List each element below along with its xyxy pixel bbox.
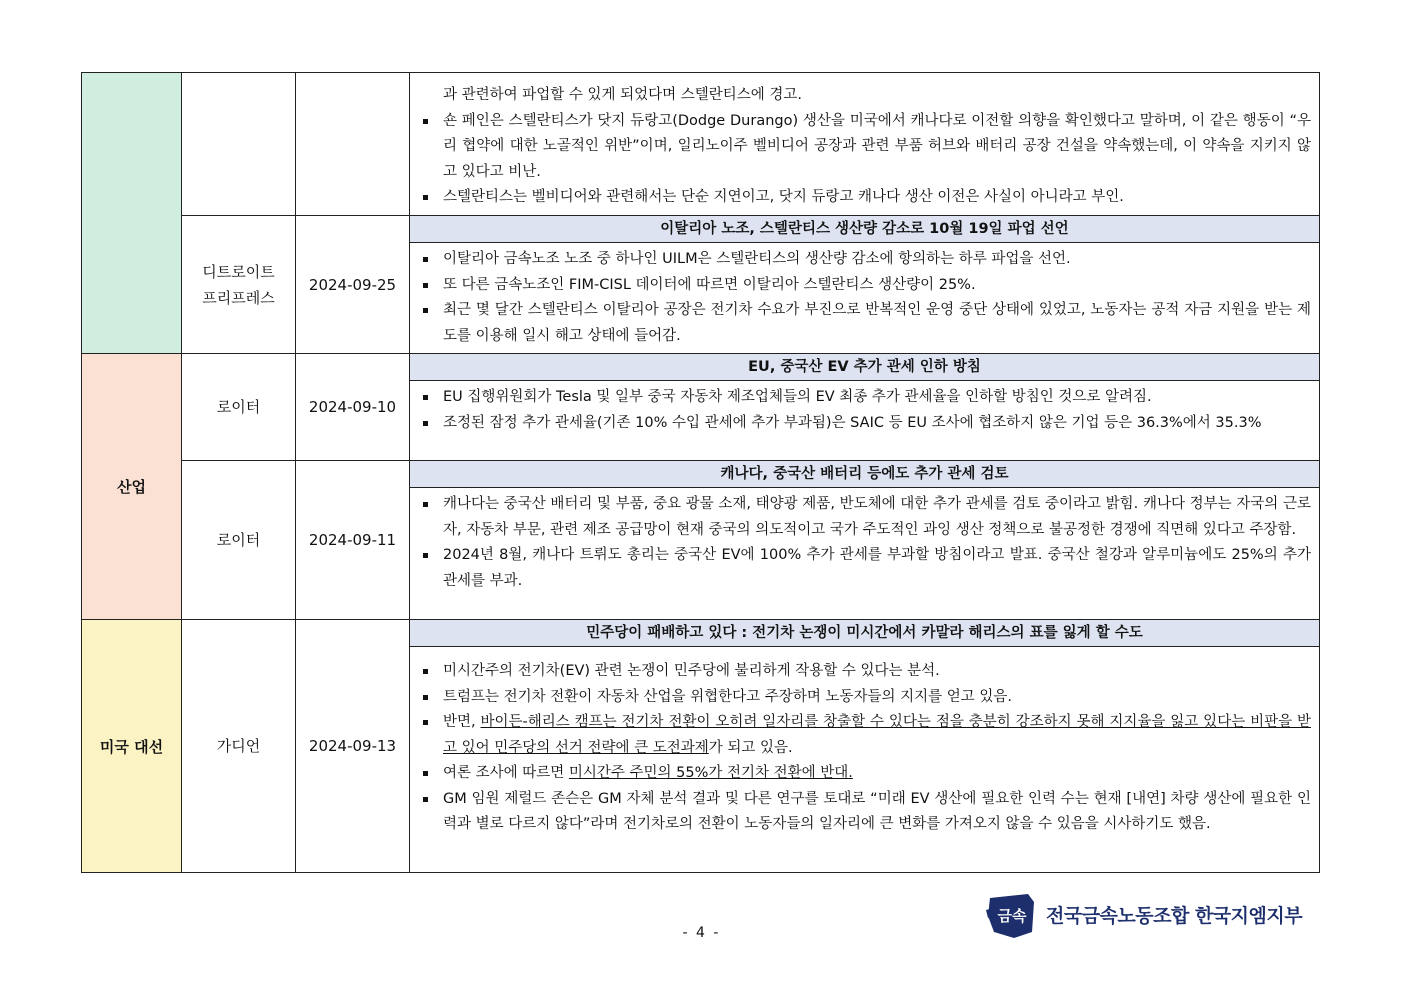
date-cell (296, 461, 410, 620)
date-value: 2024-09-25 (308, 275, 397, 294)
underlined-text: 미시간주 주민의 55%가 전기차 전환에 반대. (568, 765, 853, 781)
date-value: 2024-09-13 (308, 737, 397, 755)
source-name: 가디언 (216, 737, 261, 755)
source-name: 로이터 (216, 398, 261, 416)
category-cell (82, 73, 182, 354)
page-number: - 4 - (682, 925, 721, 941)
list-item: 트럼프는 전기차 전환이 자동차 산업을 위협한다고 주장하며 노동자들의 지지를 얻고 있음. (422, 685, 1311, 711)
list-item: 과 관련하여 파업할 수 있게 되었다며 스텔란티스에 경고. (443, 87, 803, 104)
source-cell (182, 620, 296, 873)
list-item: 또 다른 금속노조인 FIM-CISL 데이터에 따르면 이탈리아 스텔란티스 생산량이 25%. (422, 273, 1311, 299)
underlined-text: 바이든-해리스 캠프는 전기차 전환이 오히려 일자리를 창출할 수 있다는 점을 충분히 강조하지 못해 지지율을 잃고 있다는 비판을 받고 있어 민주당의 선거 전략에 큰 도전과제 (443, 714, 1311, 756)
list-item: 캐나다는 중국산 배터리 및 부품, 중요 광물 소재, 태양광 제품, 반도체에 대한 추가 관세를 검토 중이라고 밝힘. 캐나다 정부는 자국의 근로자, 자동차 부문, 관련 제조 공급망이 현재 중국의 의도적이고 국가 주도적인 과잉 생산 정책으로 불공정한 경쟁에 직면해 있다고 주장함. (422, 492, 1311, 543)
source-cell (182, 461, 296, 620)
table-row (82, 73, 1320, 216)
logo-mark-text: 금속 (997, 907, 1027, 925)
table-row (82, 216, 1320, 354)
headline: 캐나다, 중국산 배터리 등에도 추가 관세 검토 (410, 461, 1319, 488)
content-cell (410, 354, 1320, 461)
table-row (82, 620, 1320, 873)
date-cell (296, 73, 410, 216)
date-value: 2024-09-10 (308, 398, 397, 416)
union-emblem-icon (984, 888, 1040, 940)
source-cell (182, 354, 296, 461)
list-item: 조정된 잠정 추가 관세율(기존 10% 수입 관세에 추가 부과됨)은 SAIC 등 EU 조사에 협조하지 않은 기업 등은 36.3%에서 35.3% (422, 411, 1311, 437)
content-cell (410, 216, 1320, 354)
list-item (422, 761, 1311, 787)
list-item: 미시간주의 전기차(EV) 관련 논쟁이 민주당에 불리하게 작용할 수 있다는 분석. (422, 659, 1311, 685)
table-row (82, 461, 1320, 620)
source-name: 디트로이트 프리프레스 (202, 262, 275, 307)
table-row (82, 354, 1320, 461)
list-item: 이탈리아 금속노조 노조 중 하나인 UILM은 스텔란티스의 생산량 감소에 항의하는 하루 파업을 선언. (422, 247, 1311, 273)
content-cell (410, 73, 1320, 216)
list-item (422, 710, 1311, 761)
list-item: 2024년 8월, 캐나다 트뤼도 총리는 중국산 EV에 100% 추가 관세를 부과할 방침이라고 발표. 중국산 철강과 알루미늄에도 25%의 추가 관세를 부과. (422, 543, 1311, 594)
list-item: 숀 페인은 스텔란티스가 닷지 듀랑고(Dodge Durango) 생산을 미국에서 캐나다로 이전할 의향을 확인했다고 말하며, 이 같은 행동이 “우리 협약에 대한 노골적인 위반”이며, 일리노이주 벨비디어 공장과 관련 부품 허브와 배터리 공장 건설을 약속했는데, 이 약속을 지키지 않고 있다고 비난. (422, 109, 1311, 186)
category-label: 미국 대선 (99, 737, 164, 756)
category-label: 산업 (117, 478, 146, 496)
source-cell (182, 216, 296, 354)
text-segment: 반면, (443, 714, 481, 730)
date-cell (296, 354, 410, 461)
list-item: 스텔란티스는 벨비디어와 관련해서는 단순 지연이고, 닷지 듀랑고 캐나다 생산 이전은 사실이 아니라고 부인. (422, 185, 1311, 211)
headline: 이탈리아 노조, 스텔란티스 생산량 감소로 10월 19일 파업 선언 (410, 216, 1319, 243)
date-value: 2024-09-11 (308, 531, 397, 549)
content-cell (410, 461, 1320, 620)
date-cell (296, 216, 410, 354)
category-cell (82, 620, 182, 873)
content-cell (410, 620, 1320, 873)
category-cell (82, 354, 182, 620)
source-cell (182, 73, 296, 216)
date-cell (296, 620, 410, 873)
news-table (81, 72, 1320, 873)
union-logo (984, 888, 1302, 940)
org-name: 전국금속노동조합 한국지엠지부 (1046, 904, 1303, 927)
headline: EU, 중국산 EV 추가 관세 인하 방침 (410, 354, 1319, 381)
text-segment: 여론 조사에 따르면 (443, 765, 569, 781)
headline: 민주당이 패배하고 있다 : 전기차 논쟁이 미시간에서 카말라 해리스의 표를 잃게 할 수도 (410, 620, 1319, 647)
text-segment: 가 되고 있음. (708, 739, 793, 756)
list-item: GM 임원 제럴드 존슨은 GM 자체 분석 결과 및 다른 연구를 토대로 “미래 EV 생산에 필요한 인력 수는 현재 [내연] 차량 생산에 필요한 인력과 별로 다르지 않다”라며 전기차로의 전환이 노동자들의 일자리에 큰 변화를 가져오지 않을 수 있음을 시사하기도 했음. (422, 787, 1311, 838)
list-item: EU 집행위원회가 Tesla 및 일부 중국 자동차 제조업체들의 EV 최종 추가 관세율을 인하할 방침인 것으로 알려짐. (422, 385, 1311, 411)
source-name: 로이터 (216, 531, 261, 549)
list-item: 최근 몇 달간 스텔란티스 이탈리아 공장은 전기차 수요가 부진으로 반복적인 운영 중단 상태에 있었고, 노동자는 공적 자금 지원을 받는 제도를 이용해 일시 해고 상태에 들어감. (422, 298, 1311, 349)
